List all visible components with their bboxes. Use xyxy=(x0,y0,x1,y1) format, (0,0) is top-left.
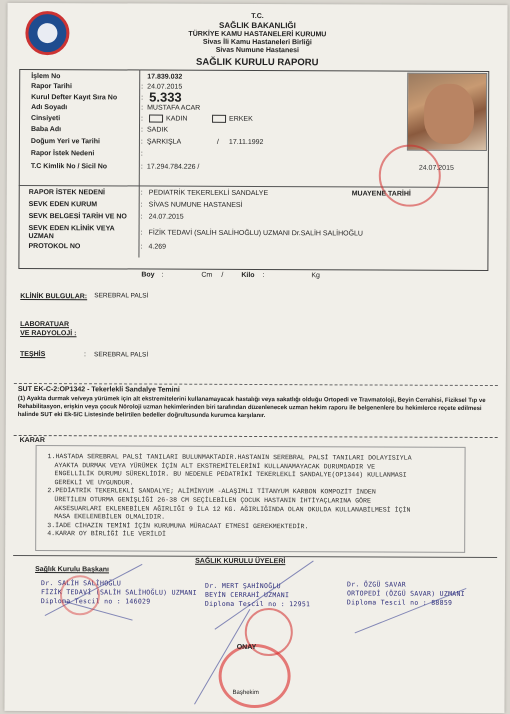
sevk-klinik-value: FİZİK TEDAVİ (SALİH SALİHOĞLU) UZMANI Dr.SALİH SALİHOĞLU xyxy=(148,229,364,238)
karar-label: KARAR xyxy=(19,436,45,445)
karar-line: ENGELLİLİK DURUMU SÜREKLİDİR. BU NEDENLE PEDATRİKİ TEKERLEKLİ SANDALYE(OP1344) KULLANMASI xyxy=(54,470,407,479)
rapor-tarihi-value: 24.07.2015 xyxy=(147,83,183,91)
sevk-klinik-label: SEVK EDEN KLİNİK VEYA UZMAN xyxy=(28,225,115,241)
adi-soyadi-label: Adı Soyadı xyxy=(31,104,68,112)
report-title: SAĞLIK KURULU RAPORU xyxy=(196,56,319,69)
defter-sira-value: 5.333 xyxy=(149,89,182,105)
neden-label: RAPOR İSTEK NEDENİ xyxy=(28,189,105,197)
cm-label: Cm xyxy=(201,271,213,279)
karar-line: AKSESUARLARI EKLENEBİLEN AĞIRLIĞI 9 İLA 12 KG. AĞIRLIĞINDA OLAN OKULDA KULLANABİLMESİ İÇİN xyxy=(54,504,411,514)
approval-stamp xyxy=(218,644,290,708)
header-hospital: Sivas Numune Hastanesi xyxy=(215,46,299,55)
member3-title: ORTOPEDİ (ÖZGÜ SAVAR) UZMANI xyxy=(346,589,465,598)
member3-diploma: Diploma Tescil no : 88859 xyxy=(346,598,453,607)
karar-list xyxy=(47,453,467,541)
karar-line: 3.İADE CİHAZIN TEMİNİ İÇİN KURUMUNA MÜRACAAT ETMESİ GEREKMEKTEDİR. xyxy=(47,521,309,530)
report-sheet: T.C. SAĞLIK BAKANLIĞI TÜRKİYE KAMU HASTANELERİ KURUMU Sivas İli Kamu Hastaneleri Birliği Sivas Numune Hastanesi SAĞLIK KURULU RAPORU İşlem No 17.839.032 Rapor Tarihi : 24.07.2015 Kurul Defter Kayıt Sıra No : 5.333 Adı Soyadı : MUSTAFA ACAR Cinsiyeti : KADIN ERKEK Baba Adı : SADIK Doğum Yeri ve Tarihi : ŞARKIŞLA / 17.11.1992 Rapor İstek Nedeni : T.C Kimlik No / Sicil No : 17.294.784.226 / 24.07.2015 RAPOR İSTEK NEDENİ : PEDIATRİK TEKERLEKLİ SANDALYE MUAYENE TARİHİ SEVK EDEN KURUM : SİVAS NUMUNE HASTANESİ SEVK BELGESİ TARİH VE NO : 24.07.2015 SEVK EDEN KLİNİK VEYA UZMAN : FİZİK TEDAVİ (SALİH SALİHOĞLU) UZMANI Dr.SALİH SALİHOĞLU PROTOKOL NO : 4.269 Boy : Cm / Kilo : Kg KLİNİK BULGULAR: SEREBRAL PALSİ LABORATUAR VE RADYOLOJİ : TEŞHİS : SEREBRAL PALSİ SUT EK-C-2:OP1342 - Tekerlekli Sandalye Temini (1) Ayakta durmak ve/veya yürümek için alt ekstremitelerini kullanamayacak hastalığı veya sakatlığı olduğu Ortopedi ve Travmatoloji, Beyin Cerrahisi, Fiziksel Tıp ve Rehabilitasyon, erişkin veya çocuk Nöroloji uzman hekimlerinden biri tarafından düzenlenecek uzman hekim raporu ile belgenenlere bu hekimlerce reçete edilmesi halinde SUT eki Ek-5/C Listesinde belirtilen bedeller doğrultusunda kurumca karşılanır. KARAR 1.HASTADA SEREBRAL PALSİ TANILARI BULUNMAKTADIR.HASTANIN SEREBRAL PALSİ TANILARI DOLAYISIYLA AYAKTA DURMAK VEYA YÜRÜMEK İÇİN ALT EKSTREMİTELERİNİ KULLANAMAYACAK DURUMDADIR VE ENGELLİLİK DURUMU SÜREKLİDİR. BU NEDENLE PEDATRİKİ TEKERLEKLİ SANDALYE(OP1344) KULLANMASI GEREKLİ VE UYGUNDUR. 2.PEDİATRİK TEKERLEKLİ SANDALYE; ALİMİNYUM -ALAŞIMLI TİTANYUM KARBON KOMPOZİT İNDEN ÜRETİLEN OTURMA GENİŞLİĞİ 26-38 CM SEÇİLEBİLEN ÇOCUK HASTANIN İHTİYAÇLARINA GÖRE AKSESUARLARI EKLENEBİLEN AĞIRLIĞI 9 İLA 12 KG. AĞIRLIĞINDA OLAN OKULDA KULLANABİLMESİ İÇİN MASA EKELENEBİLEN OLMALIDIR. 3.İADE CİHAZIN TEMİNİ İÇİN KURUMUNA MÜRACAAT ETMESİ GEREKMEKTEDİR. 4.KARAR OY BİRLİĞİ İLE VERİLDİ SAĞLIK KURULU ÜYELERİ Sağlık Kurulu Başkanı Dr. SALİH SALİHOĞLU FİZİK TEDAVİ (SALİH SALİHOĞLU) UZMANI Diploma Tescil no : 146029 Dr. MERT ŞAHİNOĞLU BEYİN CERRAHİ UZMANI Diploma Tescil no : 12951 Dr. ÖZGÜ SAVAR ORTOPEDİ (ÖZGÜ SAVAR) UZMANI Diploma Tescil no : 88859 ONAY Başhekim xyxy=(4,3,507,713)
stamp-date: 24.07.2015 xyxy=(418,164,454,172)
karar-line: AYAKTA DURMAK VEYA YÜRÜMEK İÇİN ALT EKSTREMİTELERİNİ KULLANAMAYACAK DURUMDADIR VE xyxy=(54,461,376,471)
sevk-tarih-value: 24.07.2015 xyxy=(148,213,184,221)
dogum-label: Doğum Yeri ve Tarihi xyxy=(30,138,100,146)
sevk-tarih-label: SEVK BELGESİ TARİH VE NO xyxy=(28,213,127,221)
karar-line: 1.HASTADA SEREBRAL PALSİ TANILARI BULUNMAKTADIR.HASTANIN SEREBRAL PALSİ TANILARI DOLAYISIYLA xyxy=(47,453,412,462)
female-label: KADIN xyxy=(166,115,188,123)
approval-sub: Başhekim xyxy=(232,689,259,697)
adi-soyadi-value: MUSTAFA ACAR xyxy=(147,104,201,112)
male-label: ERKEK xyxy=(229,115,253,123)
cinsiyeti-label: Cinsiyeti xyxy=(31,115,61,123)
boy-label: Boy xyxy=(141,271,155,279)
header-tc: T.C. xyxy=(251,12,264,21)
member2-name: Dr. MERT ŞAHİNOĞLU xyxy=(204,581,281,591)
sut-text: (1) Ayakta durmak ve/veya yürümek için alt ekstremitelerini kullanamayacak hastalığı veya sakatlığı olduğu Ortopedi ve Travmatoloji, Beyin Cerrahisi, Fiziksel Tıp ve Rehabilitasyon, erişkin veya çocuk Nöroloji uzman hekimlerinden biri tarafından düzenlenecek uzman hekim raporu ile belgenenlere bu hekimlerce reçete edilmesi halinde SUT eki Ek-5/C Listesinde belirtilen bedeller doğrultusunda kurumca karşılanır. xyxy=(17,395,486,420)
karar-line: MASA EKELENEBİLEN OLMALIDIR. xyxy=(54,513,166,521)
klinik-bulgular-label: KLİNİK BULGULAR: xyxy=(20,292,88,301)
islem-no-label: İşlem No xyxy=(31,73,61,81)
lab-label-1: LABORATUAR xyxy=(20,320,70,329)
karar-line: ÜRETİLEN OTURMA GENİŞLİĞİ 26-38 CM SEÇİLEBİLEN ÇOCUK HASTANIN İHTİYAÇLARINA GÖRE xyxy=(54,496,371,505)
neden-value: PEDIATRİK TEKERLEKLİ SANDALYE xyxy=(148,189,269,198)
lab-label-2: VE RADYOLOJİ : xyxy=(20,329,77,338)
muayene-label: MUAYENE TARİHİ xyxy=(351,190,411,198)
dogum-yeri-value: ŞARKIŞLA xyxy=(146,138,182,146)
member3-name: Dr. ÖZGÜ SAVAR xyxy=(346,580,407,589)
tc-kimlik-value: 17.294.784.226 / xyxy=(146,163,200,171)
kg-label: Kg xyxy=(311,272,320,280)
committee-head-label: Sağlık Kurulu Başkanı xyxy=(35,566,110,574)
sevk-kurum-label: SEVK EDEN KURUM xyxy=(28,201,98,209)
protokol-value: 4.269 xyxy=(148,243,167,251)
header-union: Sivas İli Kamu Hastaneleri Birliği xyxy=(202,38,312,47)
head-stamp xyxy=(60,575,100,615)
baba-adi-label: Baba Adı xyxy=(30,126,62,134)
gender-male[interactable] xyxy=(212,115,253,123)
tc-kimlik-label: T.C Kimlik No / Sicil No xyxy=(30,163,108,171)
islem-no-value: 17.839.032 xyxy=(147,73,183,81)
rapor-isteyen-label: Rapor İstek Nedeni xyxy=(30,150,95,158)
header-ministry: SAĞLIK BAKANLIĞI xyxy=(218,20,296,31)
karar-divider xyxy=(14,435,498,438)
defter-sira-label: Kurul Defter Kayıt Sıra No xyxy=(31,94,118,102)
baba-adi-value: SADIK xyxy=(146,126,169,134)
teshis-label: TEŞHİS xyxy=(19,350,46,359)
karar-line: GEREKLİ VE UYGUNDUR. xyxy=(54,478,134,487)
head-title: FİZİK TEDAVİ (SALİH SALİHOĞLU) UZMANI xyxy=(40,588,197,597)
header-institution: TÜRKİYE KAMU HASTANELERİ KURUMU xyxy=(188,30,327,39)
gender-female[interactable] xyxy=(149,115,187,123)
protokol-label: PROTOKOL NO xyxy=(28,243,81,251)
approval-label: ONAY xyxy=(236,643,257,652)
male-checkbox[interactable] xyxy=(212,115,226,123)
klinik-bulgular-value: SEREBRAL PALSİ xyxy=(94,292,149,300)
committee-title: SAĞLIK KURULU ÜYELERİ xyxy=(195,557,286,566)
karar-line: 4.KARAR OY BİRLİĞİ İLE VERİLDİ xyxy=(47,530,166,538)
head-diploma: Diploma Tescil no : 146029 xyxy=(40,597,151,606)
dogum-tarihi-value: 17.11.1992 xyxy=(228,138,264,147)
karar-line: 2.PEDİATRİK TEKERLEKLİ SANDALYE; ALİMİNYUM -ALAŞIMLI TİTANYUM KARBON KOMPOZİT İNDEN xyxy=(47,487,376,496)
female-checkbox[interactable] xyxy=(149,115,163,123)
head-name: Dr. SALİH SALİHOĞLU xyxy=(40,579,122,588)
sut-title: SUT EK-C-2:OP1342 - Tekerlekli Sandalye Temini xyxy=(17,385,180,394)
member2-title: BEYİN CERRAHİ UZMANI xyxy=(204,590,290,600)
teshis-value: SEREBRAL PALSİ xyxy=(93,351,149,359)
member2-diploma: Diploma Tescil no : 12951 xyxy=(204,599,311,609)
kilo-label: Kilo xyxy=(241,271,255,279)
patient-photo xyxy=(407,73,487,151)
rapor-tarihi-label: Rapor Tarihi xyxy=(31,83,72,91)
sevk-kurum-value: SİVAS NUMUNE HASTANESİ xyxy=(148,201,243,209)
